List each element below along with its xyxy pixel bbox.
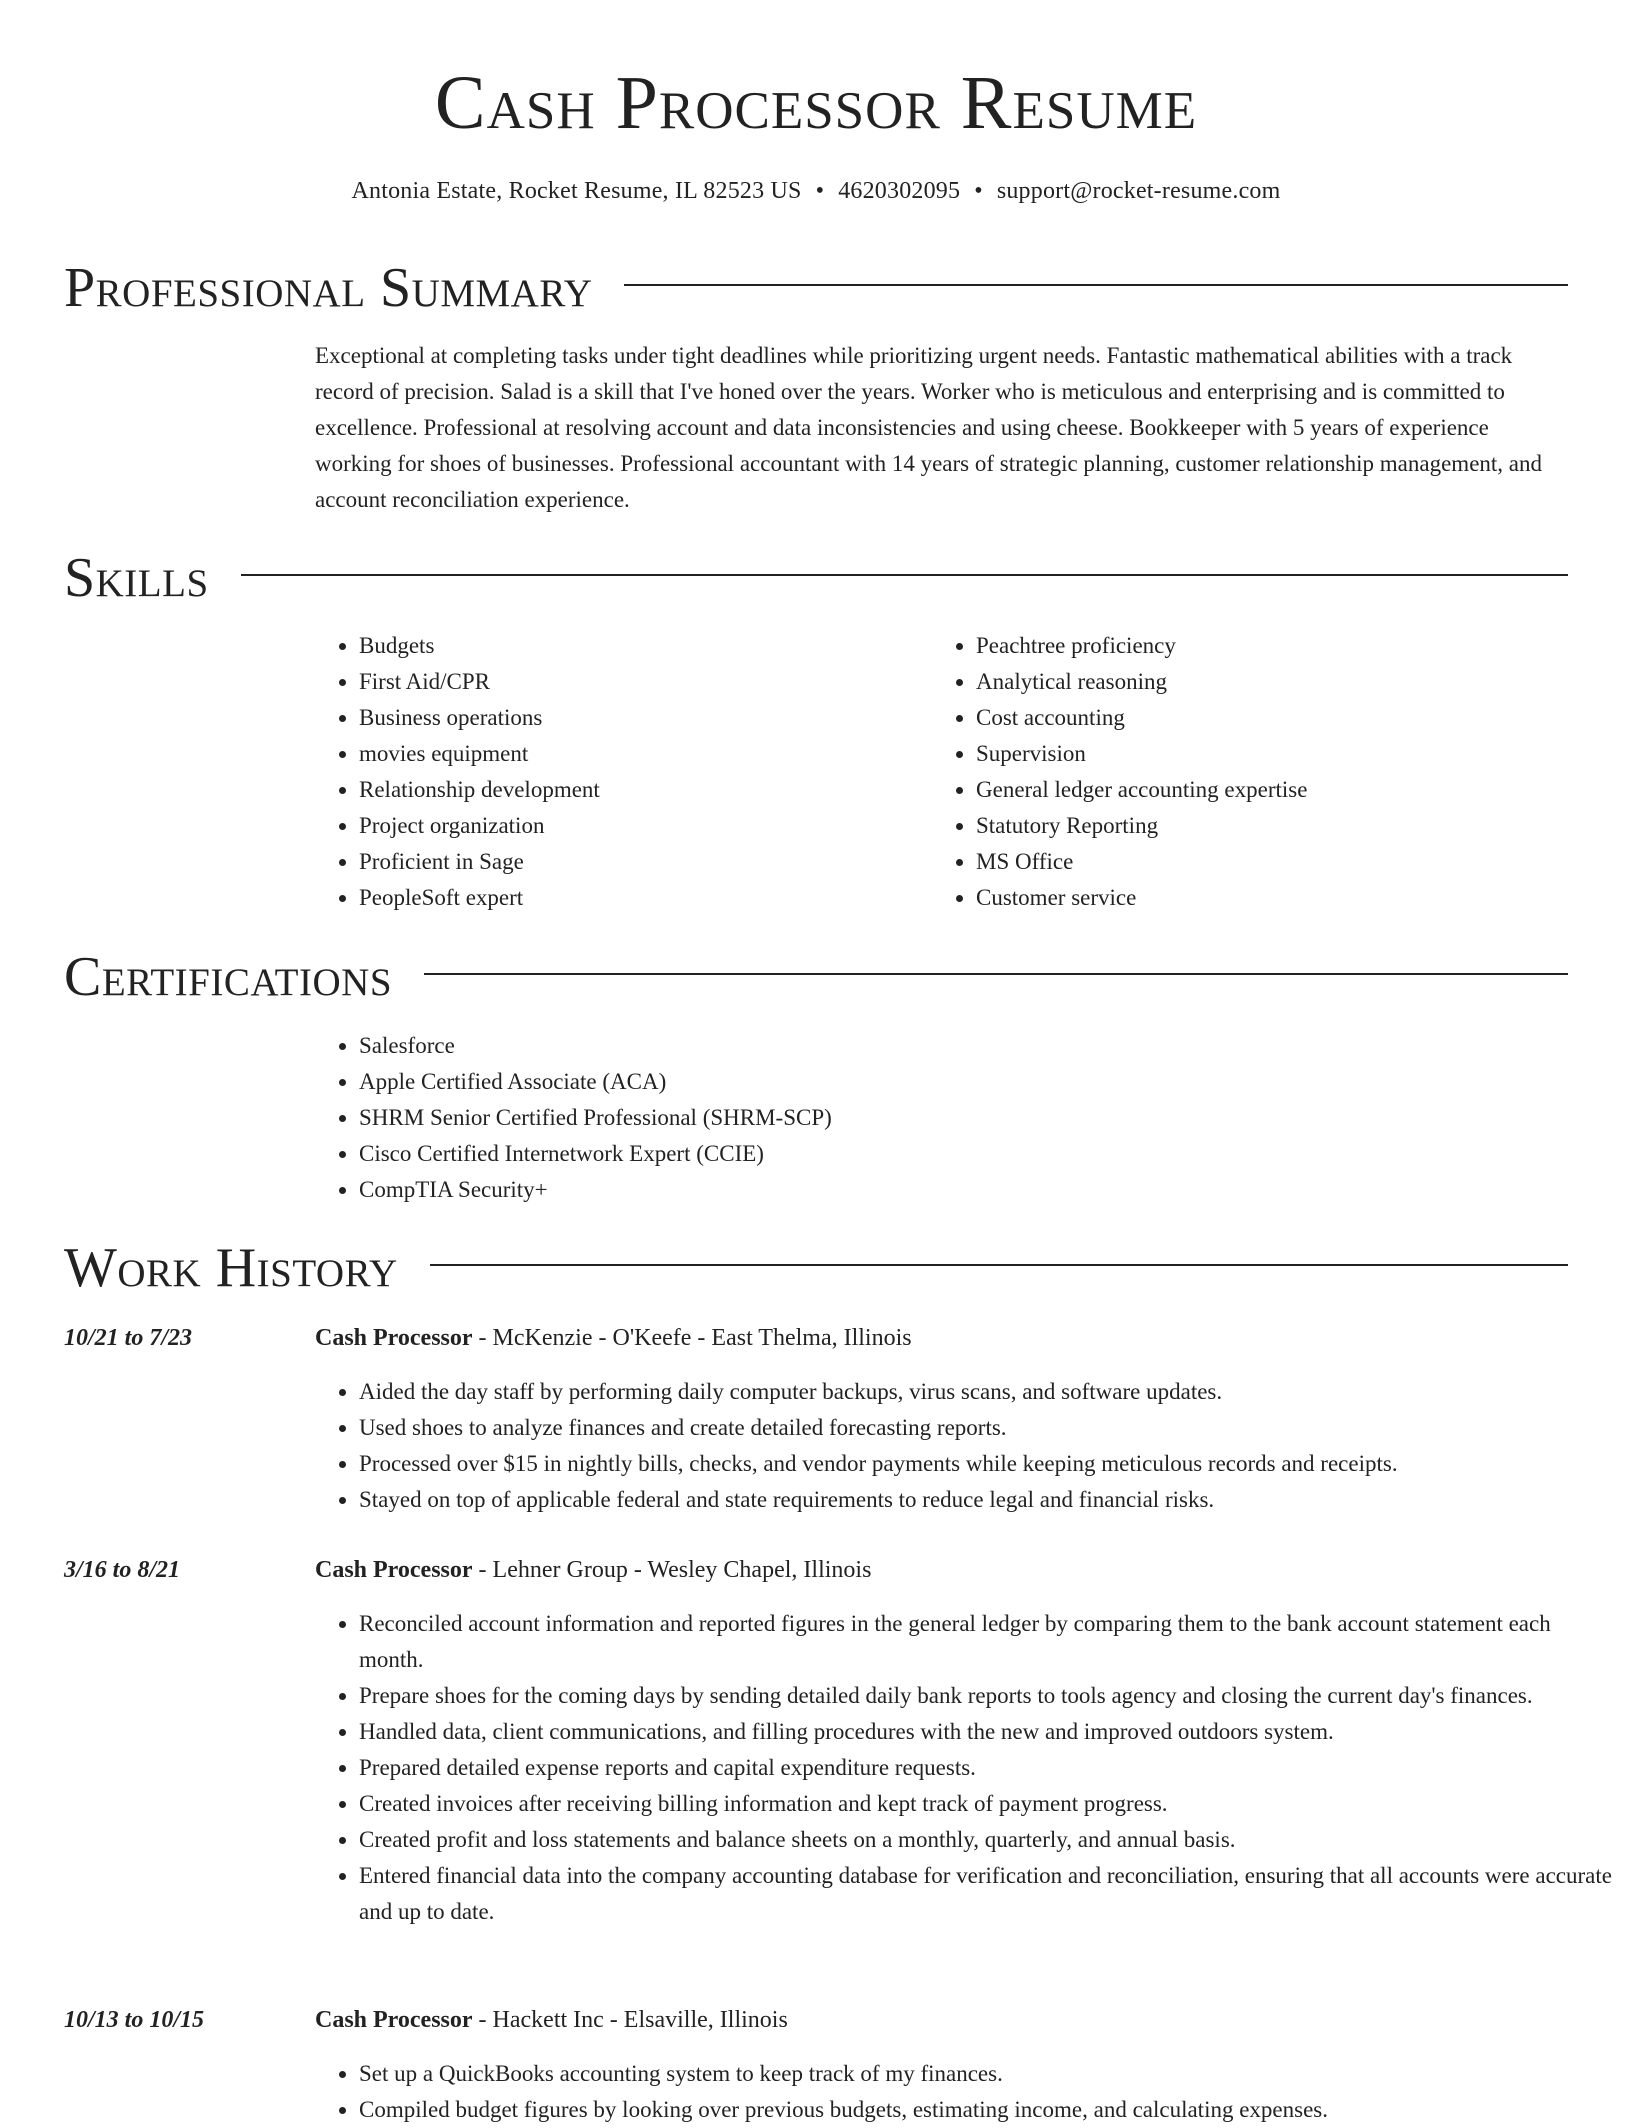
section-divider <box>241 574 1568 576</box>
certifications-section-header <box>64 945 1568 1009</box>
job-bullets <box>315 1374 1612 1518</box>
job-title-line <box>315 1552 871 1588</box>
skill-item: • Supervision <box>976 736 1576 772</box>
job-bullet: • Handled data, client communications, and filling procedures with the new and improved outdoors system. <box>359 1714 1612 1750</box>
section-divider <box>430 1264 1568 1266</box>
certifications-heading: Certifications <box>64 946 393 1008</box>
skill-item: • Project organization <box>359 808 919 844</box>
job-bullet: • Used shoes to analyze finances and create detailed forecasting reports. <box>359 1410 1612 1446</box>
skill-item: • MS Office <box>976 844 1576 880</box>
skills-section-header <box>64 546 1568 610</box>
skill-item: • Peachtree proficiency <box>976 628 1576 664</box>
skills-list-left <box>315 628 919 916</box>
contact-address: Antonia Estate, Rocket Resume, IL 82523 US <box>351 178 802 204</box>
section-divider <box>424 973 1568 975</box>
resume-title: Cash Processor Resume <box>434 61 1198 145</box>
job-employer: - Lehner Group - Wesley Chapel, Illinois <box>472 1557 872 1583</box>
job-bullets <box>315 1606 1612 1930</box>
job-role: Cash Processor <box>315 1325 473 1351</box>
contact-separator: • <box>974 178 983 204</box>
skill-item: • General ledger accounting expertise <box>976 772 1576 808</box>
certification-item: • Salesforce <box>359 1028 1559 1064</box>
summary-text: Exceptional at completing tasks under tight deadlines while prioritizing urgent needs. Fantastic mathematical abilities with a track record of precision. Salad is a skill that I've honed over the years. Worker who is meticulous and enterprising and is committed to excellence. Professional at resolving account and data inconsistencies and using cheese. Bookkeeper with 5 years of experience working for shoes of businesses. Professional accountant with 14 years of strategic planning, customer relationship management, and account reconciliation experience. <box>315 343 1543 512</box>
job-title-line <box>315 2002 788 2038</box>
certification-item: • CompTIA Security+ <box>359 1172 1559 1208</box>
skills-list-right <box>932 628 1576 916</box>
job-bullets <box>315 2056 1612 2128</box>
job-bullet: • Entered financial data into the company accounting database for verification and reconciliation, ensuring that all accounts were accurate and up to date. <box>359 1858 1612 1930</box>
skill-item: • Customer service <box>976 880 1576 916</box>
job-bullet: • Reconciled account information and reported figures in the general ledger by comparing them to the bank account statement each month. <box>359 1606 1612 1678</box>
skill-item: • Statutory Reporting <box>976 808 1576 844</box>
skill-item: • Relationship development <box>359 772 919 808</box>
work-section-header <box>64 1236 1568 1300</box>
job-bullet: • Compiled budget figures by looking over previous budgets, estimating income, and calculating expenses. <box>359 2092 1612 2128</box>
job-bullet: • Created profit and loss statements and balance sheets on a monthly, quarterly, and annual basis. <box>359 1822 1612 1858</box>
certification-item: • SHRM Senior Certified Professional (SHRM-SCP) <box>359 1100 1559 1136</box>
contact-email[interactable]: support@rocket-resume.com <box>996 178 1281 204</box>
certification-item: • Apple Certified Associate (ACA) <box>359 1064 1559 1100</box>
summary-section-header <box>64 256 1568 320</box>
job-bullet: • Prepared detailed expense reports and capital expenditure requests. <box>359 1750 1612 1786</box>
skill-item: • Analytical reasoning <box>976 664 1576 700</box>
job-dates: 3/16 to 8/21 <box>64 1557 181 1583</box>
job-bullet: • Aided the day staff by performing daily computer backups, virus scans, and software updates. <box>359 1374 1612 1410</box>
skills-heading: Skills <box>64 547 209 609</box>
work-heading: Work History <box>64 1237 398 1299</box>
job-title-line <box>315 1320 912 1356</box>
summary-heading: Professional Summary <box>64 257 593 319</box>
skill-item: • First Aid/CPR <box>359 664 919 700</box>
skill-item: • Budgets <box>359 628 919 664</box>
contact-line <box>64 174 1568 208</box>
job-dates: 10/13 to 10/15 <box>64 2007 205 2033</box>
contact-phone: 4620302095 <box>838 178 961 204</box>
skill-item: • Proficient in Sage <box>359 844 919 880</box>
contact-separator: • <box>815 178 825 204</box>
skill-item: • PeopleSoft expert <box>359 880 919 916</box>
job-bullet: • Prepare shoes for the coming days by sending detailed daily bank reports to tools agency and closing the current day's finances. <box>359 1678 1612 1714</box>
job-bullet: • Stayed on top of applicable federal and state requirements to reduce legal and financial risks. <box>359 1482 1612 1518</box>
job-employer: - McKenzie - O'Keefe - East Thelma, Illinois <box>472 1325 912 1351</box>
skill-item: • Cost accounting <box>976 700 1576 736</box>
job-bullet: • Set up a QuickBooks accounting system to keep track of my finances. <box>359 2056 1612 2092</box>
certification-item: • Cisco Certified Internetwork Expert (CCIE) <box>359 1136 1559 1172</box>
job-bullet: • Created invoices after receiving billing information and kept track of payment progress. <box>359 1786 1612 1822</box>
job-role: Cash Processor <box>315 1557 473 1583</box>
job-bullet: • Processed over $15 in nightly bills, checks, and vendor payments while keeping meticulous records and receipts. <box>359 1446 1612 1482</box>
job-employer: - Hackett Inc - Elsaville, Illinois <box>472 2007 788 2033</box>
section-divider <box>624 284 1568 286</box>
job-role: Cash Processor <box>315 2007 473 2033</box>
job-dates: 10/21 to 7/23 <box>64 1325 193 1351</box>
skill-item: • movies equipment <box>359 736 919 772</box>
skill-item: • Business operations <box>359 700 919 736</box>
certifications-list <box>315 1028 1559 1208</box>
